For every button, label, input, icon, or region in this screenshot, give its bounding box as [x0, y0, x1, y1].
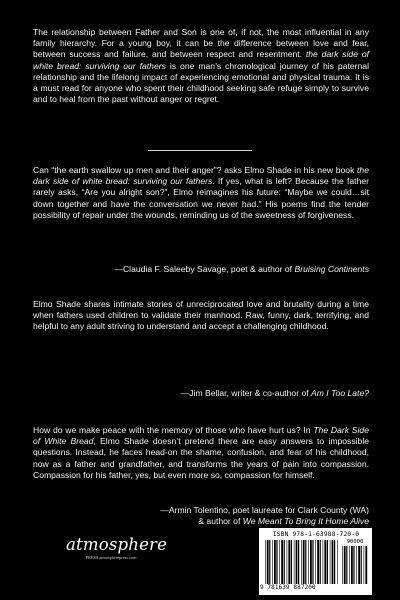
barcode-bar	[365, 546, 367, 584]
review-1-author-book: Bruising Continents	[294, 264, 369, 274]
review-1-text-b: . If yes, what is left? Because the father rarely asks, “Are you alright son?”, Elmo reimagines his future: “Maybe we could…sit down together and have the conversation we never had.” His poems find the tender possibility of repair under the wounds, reminding us of the sweetness of forgiveness.	[33, 176, 369, 220]
barcode-bar	[269, 540, 270, 584]
barcode-bar	[310, 540, 312, 584]
barcode-bar	[323, 540, 324, 584]
review-1-attribution	[49, 264, 369, 275]
barcode-bar	[364, 546, 365, 584]
review-2-attribution	[49, 388, 369, 399]
barcode-bar	[308, 540, 309, 584]
barcode-bar	[296, 540, 298, 584]
barcode-bar	[344, 546, 346, 584]
barcode-bar	[312, 540, 313, 584]
barcode-bar	[332, 540, 334, 584]
barcode-bar	[327, 540, 328, 584]
barcode-bar	[267, 540, 269, 584]
barcode-bar	[320, 540, 321, 584]
barcode-bar	[272, 540, 273, 584]
ean-digits: 9 781639 887200	[260, 584, 316, 591]
barcode-bar	[294, 540, 295, 584]
isbn-label: ISBN 978-1-63988-720-0	[272, 531, 360, 538]
review-3-text	[33, 425, 369, 481]
review-3-text-b: , Elmo Shade doesn’t pretend there are easy answers to impossible questions. Instead, he faces head-on the shame, confusion, and fear of his childhood, now as a father and grandfather, and transforms the years of pain into compassion. Compassion for his father, yes, but even more so, compassion for himself.	[33, 436, 370, 480]
barcode-bar	[315, 540, 316, 584]
barcode-bar	[324, 540, 326, 584]
barcode-bar	[351, 546, 353, 584]
barcode-bar	[276, 540, 277, 584]
barcode-bar	[274, 540, 276, 584]
barcode-bar	[337, 540, 338, 584]
intro-text-1: The relationship between Father and Son is one of, if not, the most influential in any family hierarchy. For a young boy, it can be the difference between love and fear, between success and failure, and between respect and resentment.	[33, 27, 369, 60]
intro-paragraph	[33, 27, 369, 105]
barcode-bar	[291, 540, 292, 584]
barcode-bar	[301, 540, 302, 584]
barcode-bar	[358, 546, 360, 584]
review-3-attribution	[49, 505, 369, 527]
review-1-text-a: Can “the earth swallow up men and their anger”? asks Elmo Shade in his new book	[33, 165, 358, 175]
barcode-bar	[288, 540, 290, 584]
barcode-bar	[346, 546, 347, 584]
review-3-author-book: We Meant To Bring It Home Alive	[242, 516, 369, 527]
review-2-author-book: Am I Too Late?	[311, 388, 369, 398]
review-3-book-title: The Dark Side of White Bread	[33, 425, 369, 447]
barcode-bar	[349, 546, 350, 584]
barcode-bar	[284, 540, 285, 584]
publisher-name: atmosphere	[66, 535, 168, 554]
barcode-bar	[353, 546, 354, 584]
barcode-bar	[305, 540, 306, 584]
section-divider	[148, 150, 252, 151]
price-code: 90000	[346, 539, 364, 545]
barcode-bar	[281, 540, 283, 584]
review-3-author: —Armin Tolentino, poet laureate for Clark County (WA)	[160, 505, 369, 515]
review-2-text: Elmo Shade shares intimate stories of unreciprocated love and brutality during a time when fathers used children to validate their manhood. Raw, funny, dark, terrifying, and helpful to any adult striving to understand and accept a challenging childhood.	[33, 299, 369, 332]
barcode-bar	[342, 546, 343, 584]
barcode-bar	[265, 540, 266, 584]
review-1-text	[33, 165, 369, 221]
review-1-author: —Claudia F. Saleeby Savage, poet & author of	[114, 264, 295, 274]
barcode-bar	[356, 546, 357, 584]
isbn-barcode	[259, 528, 372, 595]
barcode-bar	[287, 540, 288, 584]
publisher-logo	[66, 535, 168, 575]
intro-book-title: the dark side of white bread: surviving our fathers	[33, 49, 369, 71]
review-2-author: —Jim Bellar, writer & co-author of	[180, 388, 312, 398]
barcode-bar	[303, 540, 305, 584]
ean-barcode-bars	[265, 540, 339, 584]
barcode-bar	[334, 540, 335, 584]
barcode-bar	[330, 540, 331, 584]
barcode-bar	[279, 540, 280, 584]
barcode-bar	[298, 540, 299, 584]
barcode-bar	[361, 546, 362, 584]
barcode-bar	[317, 540, 319, 584]
review-3-text-a: How do we make peace with the memory of those who have hurt us? In	[33, 425, 314, 435]
addon-barcode-bars	[342, 546, 368, 584]
publisher-subline: PRESS atmospherepress.com	[85, 555, 137, 560]
review-3-author-line2: & author of	[198, 516, 243, 527]
intro-text-2: is one man’s chronological journey of his paternal relationship and the lifelong impact of experiencing emotional and physical trauma. It is a must read for anyone who spent their childhood seeking safe refuge simply to survive and to heal from the past without anger or regret.	[33, 60, 369, 105]
review-1-book-title: the dark side of white bread: surviving our fathers	[33, 165, 369, 187]
